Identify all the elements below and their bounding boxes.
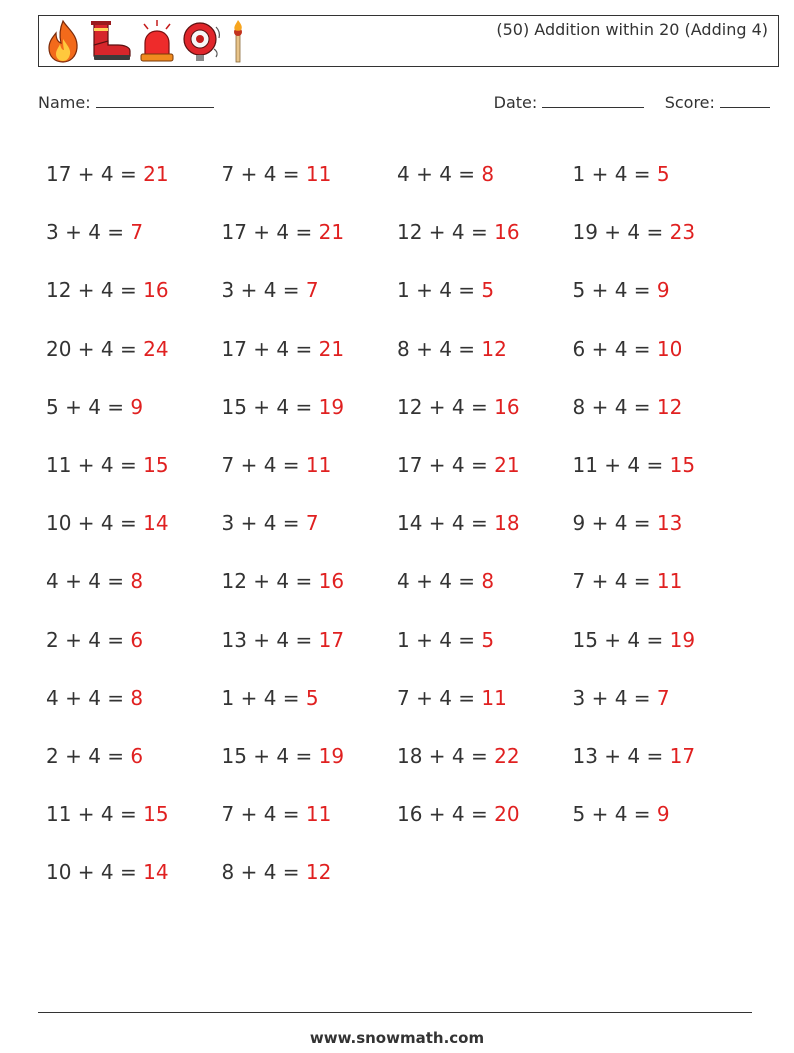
problem-question: 8 + 4 = [572,394,657,419]
name-field [38,93,214,112]
problem-answer: 17 [669,743,696,768]
problem-question: 11 + 4 = [572,453,670,478]
problem-answer: 7 [656,685,670,710]
problem-answer: 24 [143,336,169,361]
problem-answer: 15 [669,453,696,478]
problem-answer: 12 [656,394,683,419]
problem-answer: 9 [130,394,144,419]
problem-item [222,220,398,244]
problem-row [46,203,756,261]
problem-item [222,628,398,652]
problem-question: 12 + 4 = [221,569,319,594]
problem-question: 7 + 4 = [221,802,306,827]
problem-item [46,744,222,768]
problem-question: 12 + 4 = [46,278,144,303]
problem-row [46,785,756,843]
problem-question: 7 + 4 = [572,569,657,594]
problem-question: 13 + 4 = [572,743,670,768]
date-blank [542,93,644,108]
problem-item [222,511,398,535]
problem-answer: 7 [305,278,319,303]
problem-answer: 22 [494,743,520,768]
problem-item [46,860,222,884]
problem-question: 7 + 4 = [221,453,306,478]
problem-question: 7 + 4 = [397,685,482,710]
problem-question: 16 + 4 = [397,802,495,827]
problem-question: 12 + 4 = [397,394,495,419]
problem-answer: 11 [305,453,332,478]
problem-question: 5 + 4 = [46,394,131,419]
problem-item [573,802,749,826]
problem-item [46,453,222,477]
problem-item [46,628,222,652]
date-score-fields [494,93,770,112]
problem-question: 20 + 4 = [46,336,144,361]
problem-answer: 11 [305,162,332,187]
problem-item [46,686,222,710]
problem-answer: 6 [130,743,144,768]
problem-question: 14 + 4 = [397,511,495,536]
problem-answer: 8 [481,162,495,187]
problem-item [397,511,573,535]
problem-item [222,453,398,477]
problem-answer: 5 [481,627,495,652]
problem-question: 3 + 4 = [221,278,306,303]
problem-question: 1 + 4 = [221,685,306,710]
header-icons [44,19,248,63]
problem-item [46,395,222,419]
problem-question: 4 + 4 = [46,569,131,594]
problem-question: 15 + 4 = [221,394,319,419]
name-label: Name: [38,93,91,112]
problem-question: 3 + 4 = [221,511,306,536]
match-icon [228,19,248,63]
problem-item [46,511,222,535]
problem-item [222,337,398,361]
problem-question: 10 + 4 = [46,511,144,536]
problem-question: 4 + 4 = [397,162,482,187]
worksheet-header [38,15,779,67]
problem-answer: 10 [656,336,683,361]
problem-item [573,278,749,302]
problem-answer: 11 [481,685,507,710]
problem-item [222,802,398,826]
date-label: Date: [493,93,538,112]
problem-item [573,337,749,361]
problem-item [222,569,398,593]
problem-answer: 23 [669,220,696,245]
footer-divider [38,1012,752,1013]
problem-question: 4 + 4 = [46,685,131,710]
problem-question: 8 + 4 = [397,336,482,361]
problem-answer: 14 [143,860,169,885]
problem-answer: 16 [143,278,169,303]
problem-item [46,220,222,244]
fire-icon [44,19,82,63]
problem-answer: 19 [318,394,345,419]
problem-item [573,686,749,710]
problem-question: 4 + 4 = [397,569,482,594]
problem-question: 7 + 4 = [221,162,306,187]
problem-row [46,843,756,901]
problem-question: 17 + 4 = [221,336,319,361]
problem-answer: 6 [130,627,144,652]
problem-answer: 21 [494,453,520,478]
problem-question: 2 + 4 = [46,743,131,768]
problem-answer: 17 [318,627,345,652]
problem-row [46,552,756,610]
problem-answer: 19 [318,743,345,768]
problem-item [397,744,573,768]
problem-row [46,727,756,785]
problem-answer: 21 [318,336,345,361]
problem-answer: 12 [305,860,332,885]
problem-answer: 16 [494,394,520,419]
fire-boot-icon [88,19,132,63]
problem-answer: 8 [130,685,144,710]
problem-item [573,569,749,593]
problem-item [222,162,398,186]
alarm-bell-icon [182,19,222,63]
problem-answer: 18 [494,511,520,536]
problem-answer: 9 [656,802,670,827]
problem-question: 18 + 4 = [397,743,495,768]
problem-answer: 9 [656,278,670,303]
problem-answer: 15 [143,802,169,827]
problem-answer: 11 [305,802,332,827]
problem-item [573,162,749,186]
problem-answer: 7 [130,220,144,245]
problem-answer: 5 [656,162,670,187]
problem-item [46,278,222,302]
problem-item [397,337,573,361]
problem-item [397,220,573,244]
problem-question: 12 + 4 = [397,220,495,245]
problem-answer: 19 [669,627,696,652]
problem-question: 2 + 4 = [46,627,131,652]
problem-item [46,802,222,826]
problem-row [46,145,756,203]
problem-row [46,494,756,552]
problem-question: 11 + 4 = [46,802,144,827]
problem-answer: 14 [143,511,169,536]
score-blank [720,93,770,108]
problem-question: 17 + 4 = [221,220,319,245]
problem-question: 1 + 4 = [397,627,482,652]
score-label: Score: [664,93,715,112]
problem-item [397,278,573,302]
problem-item [397,569,573,593]
problem-question: 8 + 4 = [221,860,306,885]
problem-item [573,453,749,477]
problem-question: 17 + 4 = [397,453,495,478]
problem-item [573,628,749,652]
name-blank [96,93,214,108]
problem-answer: 21 [143,162,169,187]
problem-item [397,802,573,826]
problem-answer: 12 [481,336,507,361]
problem-question: 13 + 4 = [221,627,319,652]
worksheet-title: (50) Addition within 20 (Adding 4) [496,20,768,39]
problem-item [222,686,398,710]
problem-item [222,278,398,302]
problem-answer: 15 [143,453,169,478]
problem-answer: 13 [656,511,683,536]
problem-question: 1 + 4 = [572,162,657,187]
problem-item [222,744,398,768]
problem-answer: 7 [305,511,319,536]
problem-item [46,162,222,186]
problem-question: 9 + 4 = [572,511,657,536]
siren-icon [138,19,176,63]
problem-answer: 16 [318,569,345,594]
problem-item [397,686,573,710]
problem-answer: 5 [481,278,495,303]
problem-row [46,611,756,669]
problem-answer: 5 [305,685,319,710]
problem-answer: 11 [656,569,683,594]
problem-question: 19 + 4 = [572,220,670,245]
problem-question: 10 + 4 = [46,860,144,885]
problem-question: 17 + 4 = [46,162,144,187]
problem-answer: 21 [318,220,345,245]
problem-question: 15 + 4 = [572,627,670,652]
problem-question: 3 + 4 = [572,685,657,710]
problem-row [46,320,756,378]
problem-item [222,395,398,419]
problem-answer: 8 [481,569,495,594]
problem-question: 15 + 4 = [221,743,319,768]
problem-item [573,220,749,244]
problem-item [397,162,573,186]
problem-item [397,395,573,419]
problem-question: 1 + 4 = [397,278,482,303]
problem-item [222,860,398,884]
problem-question: 6 + 4 = [572,336,657,361]
problem-row [46,669,756,727]
problem-row [46,436,756,494]
problem-answer: 16 [494,220,520,245]
problem-item [397,628,573,652]
problem-item [46,569,222,593]
problem-answer: 8 [130,569,144,594]
problem-row [46,261,756,319]
problem-item [573,744,749,768]
problem-answer: 20 [494,802,520,827]
footer-url: www.snowmath.com [309,1029,485,1047]
problem-grid [46,145,756,901]
problem-question: 5 + 4 = [572,802,657,827]
problem-question: 11 + 4 = [46,453,144,478]
problem-question: 5 + 4 = [572,278,657,303]
problem-item [573,395,749,419]
problem-item [397,453,573,477]
problem-item [46,337,222,361]
problem-question: 3 + 4 = [46,220,131,245]
problem-row [46,378,756,436]
problem-item [573,511,749,535]
